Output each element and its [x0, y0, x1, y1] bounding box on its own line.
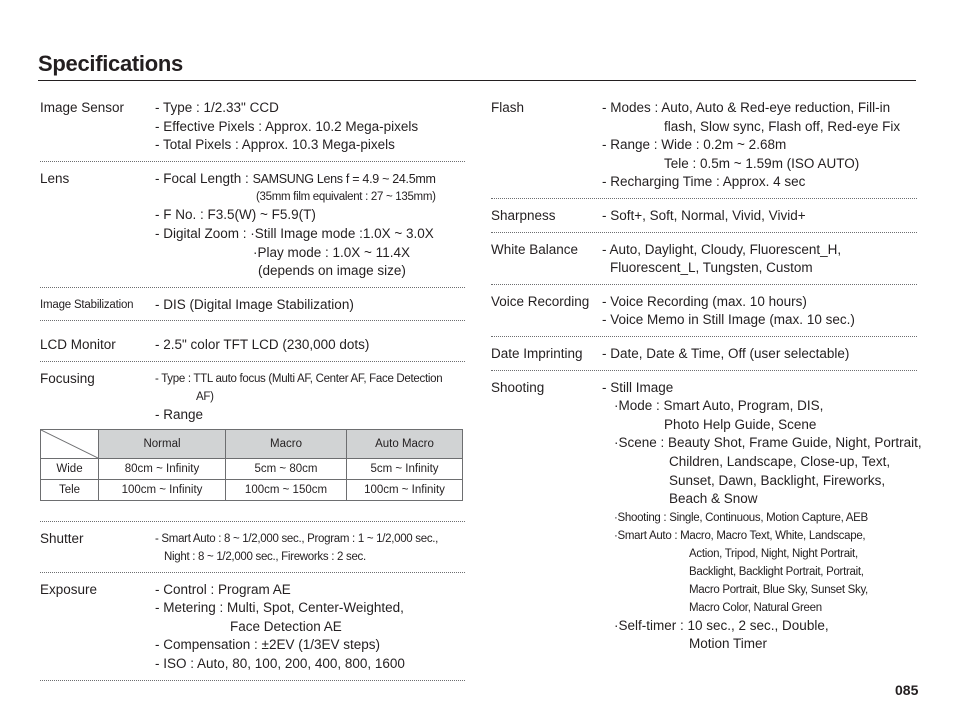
spec-line: - Compensation : ±2EV (1/3EV steps) [155, 637, 381, 653]
spec-label: Exposure [40, 581, 98, 597]
spec-label: Date Imprinting [491, 345, 583, 361]
spec-label: LCD Monitor [40, 337, 116, 353]
spec-line: Beach & Snow [669, 491, 758, 507]
left-column [40, 97, 465, 687]
spec-line: - Digital Zoom : [155, 225, 251, 241]
spec-line: ·Scene : Beauty Shot, Frame Guide, Night, Portrait, [614, 435, 922, 451]
spec-line: Fluorescent_L, Tungsten, Custom [610, 260, 813, 276]
spec-shooting [491, 377, 922, 660]
spec-line: - Voice Memo in Still Image (max. 10 sec.) [602, 312, 855, 328]
spec-line: - Total Pixels : Approx. 10.3 Mega-pixels [155, 137, 395, 153]
spec-label: Image Stabilization [40, 298, 134, 311]
right-column [491, 97, 922, 660]
table-cell: 80cm ~ Infinity [99, 458, 226, 479]
page-title: Specifications [38, 51, 183, 76]
spec-flash [491, 97, 917, 199]
spec-line: - ISO : Auto, 80, 100, 200, 400, 800, 1600 [155, 655, 405, 671]
spec-line: ·Shooting : Single, Continuous, Motion Capture, AEB [614, 511, 868, 524]
spec-focusing [40, 368, 465, 522]
spec-lens [40, 168, 465, 288]
spec-line: - Recharging Time : Approx. 4 sec [602, 174, 806, 190]
spec-line: Night : 8 ~ 1/2,000 sec., Fireworks : 2 sec. [164, 550, 366, 563]
spec-line: - Range [155, 406, 204, 422]
spec-line: - Voice Recording (max. 10 hours) [602, 293, 807, 309]
spec-line: ·Smart Auto : Macro, Macro Text, White, Landscape, [614, 529, 866, 542]
spec-shutter [40, 528, 465, 573]
spec-label: Lens [40, 170, 70, 186]
spec-white-balance [491, 239, 917, 285]
spec-line: - Modes : Auto, Auto & Red-eye reduction, Fill-in [602, 100, 891, 115]
spec-line: - Auto, Daylight, Cloudy, Fluorescent_H, [602, 241, 842, 257]
table-header: Macro [226, 429, 347, 458]
spec-value: ·Still Image mode :1.0X ~ 3.0X [250, 225, 434, 241]
spec-line: Face Detection AE [230, 618, 342, 634]
row-header: Tele [41, 479, 99, 500]
spec-label: Focusing [40, 370, 95, 386]
table-cell: 100cm ~ Infinity [99, 479, 226, 500]
spec-line: Macro Portrait, Blue Sky, Sunset Sky, [689, 583, 868, 596]
table-corner [41, 429, 99, 458]
spec-date-imprinting [491, 343, 917, 371]
table-cell: 100cm ~ Infinity [347, 479, 463, 500]
table-cell: 5cm ~ 80cm [226, 458, 347, 479]
spec-stabilization [40, 294, 465, 322]
spec-line: - F No. : F3.5(W) ~ F5.9(T) [155, 207, 316, 223]
spec-line: Photo Help Guide, Scene [664, 416, 817, 432]
table-header: Normal [99, 429, 226, 458]
spec-line: - Smart Auto : 8 ~ 1/2,000 sec., Program : 1 ~ 1/2,000 sec., [155, 532, 439, 545]
row-header: Wide [41, 458, 99, 479]
spec-line: - Date, Date & Time, Off (user selectable) [602, 345, 850, 361]
spec-voice-recording [491, 291, 917, 337]
spec-line: Sunset, Dawn, Backlight, Fireworks, [669, 472, 886, 488]
spec-line: (35mm film equivalent : 27 ~ 135mm) [256, 191, 436, 204]
spec-line: (depends on image size) [258, 263, 406, 279]
spec-line: Children, Landscape, Close-up, Text, [669, 453, 891, 469]
spec-line: - Type : TTL auto focus (Multi AF, Center AF, Face Detection [155, 372, 443, 385]
table-row [41, 479, 463, 500]
spec-line: - Still Image [602, 379, 674, 395]
title-rule [38, 80, 916, 81]
spec-line: Tele : 0.5m ~ 1.59m (ISO AUTO) [664, 155, 860, 171]
spec-line: Action, Tripod, Night, Night Portrait, [689, 547, 858, 560]
spec-line: - 2.5" color TFT LCD (230,000 dots) [155, 337, 370, 353]
page-number: 085 [895, 682, 919, 698]
spec-lcd [40, 327, 465, 362]
spec-label: Flash [491, 100, 525, 115]
spec-label: Voice Recording [491, 293, 590, 309]
spec-line: ·Mode : Smart Auto, Program, DIS, [614, 398, 824, 414]
spec-line: - Control : Program AE [155, 581, 291, 597]
table-cell: 5cm ~ Infinity [347, 458, 463, 479]
spec-line: - Range : Wide : 0.2m ~ 2.68m [602, 137, 787, 153]
spec-label: White Balance [491, 241, 579, 257]
table-header: Auto Macro [347, 429, 463, 458]
spec-label: Sharpness [491, 207, 556, 223]
spec-sharpness [491, 205, 917, 233]
spec-line: - DIS (Digital Image Stabilization) [155, 296, 354, 312]
spec-line: - Effective Pixels : Approx. 10.2 Mega-pixels [155, 118, 419, 134]
spec-label: Shutter [40, 530, 84, 546]
spec-line: - Focal Length : [155, 170, 253, 186]
spec-exposure [40, 579, 465, 681]
spec-line: ·Self-timer : 10 sec., 2 sec., Double, [614, 617, 829, 633]
spec-line: ·Play mode : 1.0X ~ 11.4X [253, 244, 410, 260]
spec-label: Image Sensor [40, 100, 125, 115]
spec-line: flash, Slow sync, Flash off, Red-eye Fix [664, 118, 901, 134]
table-cell: 100cm ~ 150cm [226, 479, 347, 500]
spec-line: - Metering : Multi, Spot, Center-Weighted, [155, 600, 404, 616]
spec-line: Motion Timer [689, 636, 768, 652]
spec-line: - Soft+, Soft, Normal, Vivid, Vivid+ [602, 207, 806, 223]
spec-line: AF) [196, 390, 214, 403]
spec-image-sensor [40, 97, 465, 162]
diagonal-line [41, 430, 98, 458]
spec-line: Macro Color, Natural Green [689, 601, 822, 614]
spec-label: Shooting [491, 379, 545, 395]
spec-line: - Type : 1/2.33" CCD [155, 100, 279, 115]
focus-range-table [40, 429, 463, 501]
spec-line: Backlight, Backlight Portrait, Portrait, [689, 565, 864, 578]
table-row [41, 458, 463, 479]
spec-value: SAMSUNG Lens f = 4.9 ~ 24.5mm [252, 171, 436, 186]
